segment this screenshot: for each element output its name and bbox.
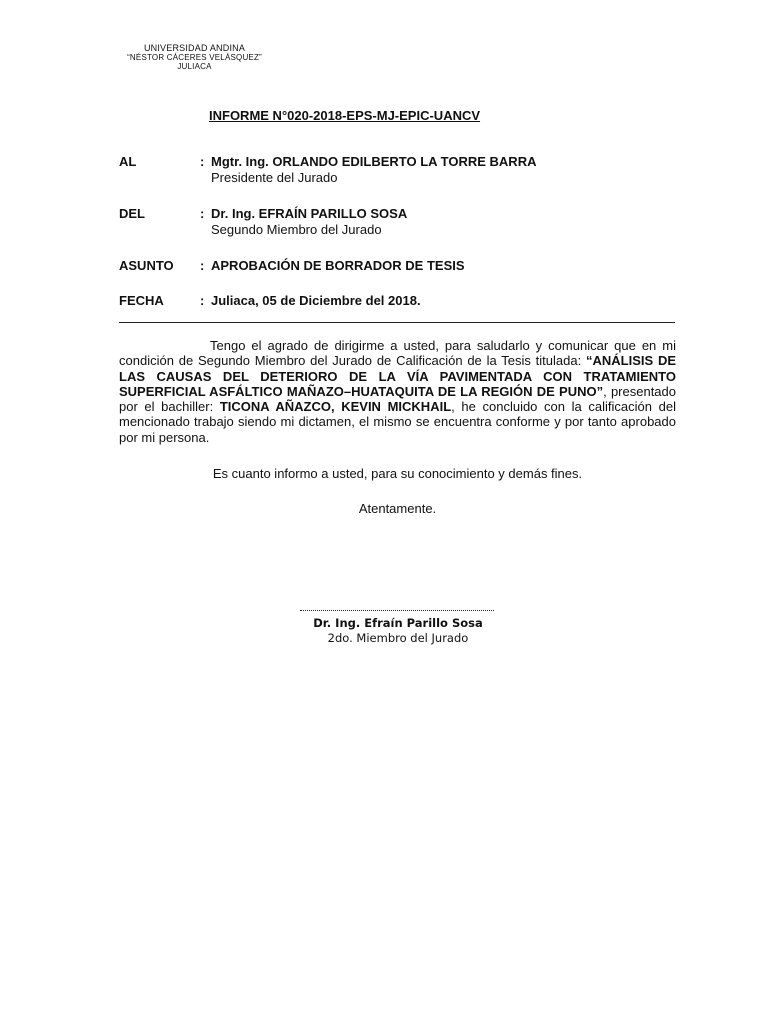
field-label-fecha: FECHA [119, 293, 164, 308]
field-value-fecha: Juliaca, 05 de Diciembre del 2018. [211, 293, 421, 308]
field-value-al: Mgtr. Ing. ORLANDO EDILBERTO LA TORRE BARRA [211, 154, 537, 169]
report-title: INFORME N°020-2018-EPS-MJ-EPIC-UANCV [209, 108, 481, 123]
signature-role: 2do. Miembro del Jurado [327, 631, 469, 645]
body-intro: Tengo el agrado de dirigirme a usted, para saludarlo y comunicar que en mi condición de Segundo Miembro del Jurado de Calificación de la Tesis titulada: [119, 338, 676, 369]
field-sub-del: Segundo Miembro del Jurado [211, 222, 382, 237]
field-colon-del: : [200, 206, 205, 221]
field-label-al: AL [119, 154, 137, 169]
body-paragraph [119, 338, 676, 445]
university-name: UNIVERSIDAD ANDINA [143, 43, 246, 53]
field-colon-fecha: : [200, 293, 205, 308]
closing-sentence: Es cuanto informo a usted, para su conocimiento y demás fines. [212, 466, 583, 481]
student-name: TICONA AÑAZCO, KEVIN MICKHAIL [219, 399, 452, 415]
header-divider [119, 322, 675, 323]
field-label-del: DEL [119, 206, 145, 221]
university-subtitle: “NÉSTOR CÁCERES VELÁSQUEZ” [127, 53, 262, 62]
field-label-asunto: ASUNTO [119, 258, 174, 273]
sign-off: Atentamente. [358, 501, 437, 516]
signature-name: Dr. Ing. Efraín Parillo Sosa [313, 616, 483, 630]
body-mid: , presentado por el bachiller: [119, 383, 676, 415]
field-value-del: Dr. Ing. EFRAÍN PARILLO SOSA [211, 206, 408, 221]
body-end: , he concluido con la calificación del mencionado trabajo siendo mi dictamen, el mismo se encuentra conforme y por tanto aprobado por mi persona. [119, 399, 676, 445]
signature-line [300, 610, 494, 611]
field-colon-asunto: : [200, 258, 205, 273]
university-city: JULIACA [177, 62, 212, 71]
field-colon-al: : [200, 154, 205, 169]
field-sub-al: Presidente del Jurado [211, 170, 338, 185]
field-value-asunto: APROBACIÓN DE BORRADOR DE TESIS [211, 258, 465, 273]
thesis-title: “ANÁLISIS DE LAS CAUSAS DEL DETERIORO DE LA VÍA PAVIMENTADA CON TRATAMIENTO SUPERFICIAL ASFÁLTICO MAÑAZO–HUATAQUITA DE LA REGIÓN DE PUNO” [119, 353, 677, 399]
